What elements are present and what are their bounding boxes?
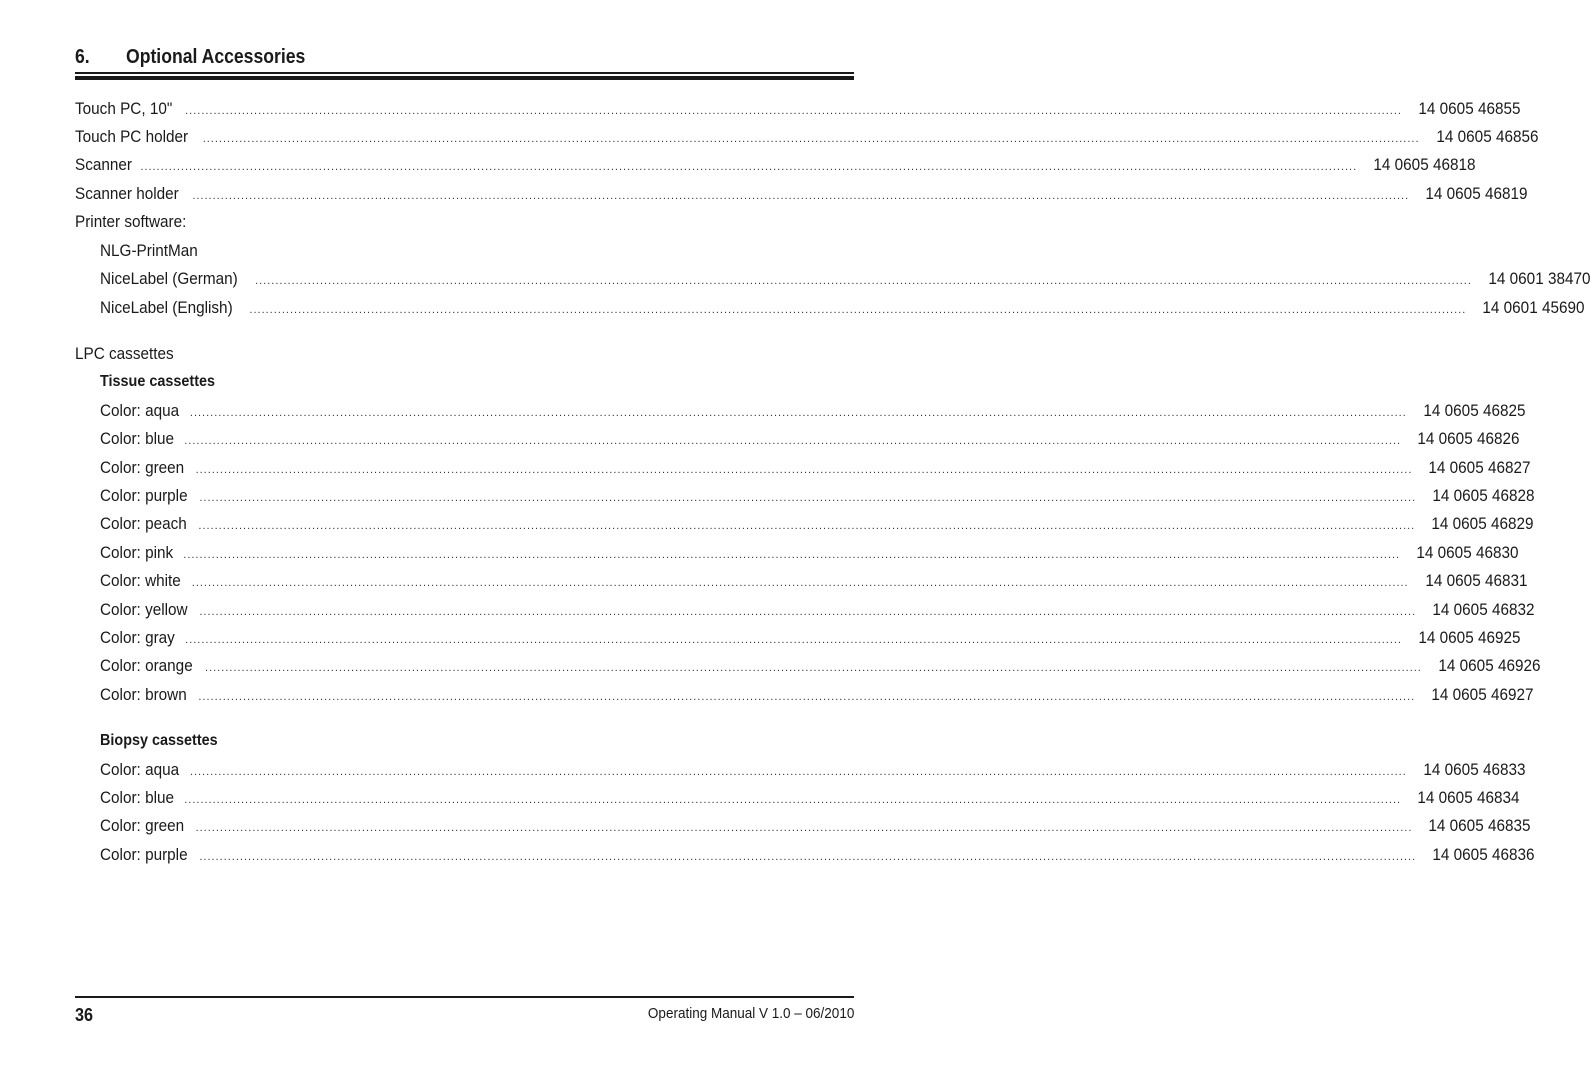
item-label: NiceLabel (English) (100, 298, 233, 317)
item-label: Touch PC, 10" (75, 99, 173, 118)
item-code: 14 0605 46925 (1418, 628, 1521, 647)
item-code: 14 0601 45690 (1482, 298, 1585, 317)
leader-dots: ............................................................................................................................................................................................................................................................................................................ (189, 407, 1407, 419)
list-item (100, 268, 1590, 290)
list-item (75, 98, 1521, 120)
list-item (100, 457, 1531, 479)
item-code: 14 0605 46825 (1423, 401, 1526, 420)
item-label: Scanner (75, 155, 132, 174)
item-code: 14 0605 46927 (1431, 685, 1534, 704)
item-label: Color: purple (100, 845, 188, 864)
leader-dots: ............................................................................................................................................................................................................................................................................................................ (202, 133, 1420, 145)
tissue-cassettes-heading: Tissue cassettes (100, 373, 216, 390)
list-item (100, 844, 1535, 866)
leader-dots: ............................................................................................................................................................................................................................................................................................................ (184, 794, 1402, 806)
item-label: Color: brown (100, 685, 187, 704)
item-label: Color: white (100, 571, 181, 590)
leader-dots: ............................................................................................................................................................................................................................................................................................................ (199, 492, 1417, 504)
page-number: 36 (75, 1005, 94, 1025)
list-item (75, 126, 1539, 148)
leader-dots: ............................................................................................................................................................................................................................................................................................................ (249, 304, 1467, 316)
item-code: 14 0605 46856 (1435, 127, 1539, 146)
header-divider-thick (75, 76, 854, 80)
leader-dots: ............................................................................................................................................................................................................................................................................................................ (140, 161, 1358, 173)
item-code: 14 0605 46829 (1431, 514, 1534, 533)
list-item (100, 513, 1534, 535)
leader-dots: ............................................................................................................................................................................................................................................................................................................ (195, 822, 1413, 834)
item-code: 14 0605 46834 (1417, 788, 1520, 807)
leader-dots: ............................................................................................................................................................................................................................................................................................................ (195, 464, 1413, 476)
printer-software-sublabel: NLG-PrintMan (100, 241, 198, 260)
leader-dots: ............................................................................................................................................................................................................................................................................................................ (185, 105, 1402, 117)
item-code: 14 0605 46828 (1432, 486, 1535, 505)
leader-dots: ............................................................................................................................................................................................................................................................................................................ (191, 577, 1409, 589)
list-item (100, 428, 1520, 450)
list-item (100, 655, 1541, 677)
item-label: Color: yellow (100, 600, 188, 619)
list-item (100, 787, 1520, 809)
item-code: 14 0601 38470 (1488, 269, 1590, 288)
biopsy-cassettes-heading: Biopsy cassettes (100, 732, 218, 749)
lpc-cassettes-label: LPC cassettes (75, 344, 174, 363)
list-item (100, 542, 1519, 564)
leader-dots: ............................................................................................................................................................................................................................................................................................................ (199, 851, 1417, 863)
item-code: 14 0605 46836 (1432, 845, 1535, 864)
header-divider-thin (75, 72, 854, 74)
list-item (100, 627, 1521, 649)
leader-dots: ............................................................................................................................................................................................................................................................................................................ (184, 435, 1402, 447)
item-code: 14 0605 46835 (1428, 816, 1531, 835)
leader-dots: ............................................................................................................................................................................................................................................................................................................ (189, 766, 1407, 778)
list-item (100, 400, 1526, 422)
leader-dots: ............................................................................................................................................................................................................................................................................................................ (255, 275, 1472, 287)
item-label: Color: aqua (100, 760, 180, 779)
list-item (100, 815, 1531, 837)
section-title: Optional Accessories (126, 46, 306, 68)
item-label: Color: blue (100, 429, 174, 448)
leader-dots: ............................................................................................................................................................................................................................................................................................................ (185, 634, 1402, 646)
printer-software-label: Printer software: (75, 212, 187, 231)
item-label: Color: orange (100, 656, 193, 675)
item-label: Color: aqua (100, 401, 180, 420)
item-label: Touch PC holder (75, 127, 189, 146)
item-code: 14 0605 46832 (1432, 600, 1535, 619)
item-label: NiceLabel (German) (100, 269, 238, 288)
item-code: 14 0605 46831 (1425, 571, 1528, 590)
item-code: 14 0605 46819 (1425, 184, 1528, 203)
list-item (100, 485, 1535, 507)
list-item (75, 154, 1476, 176)
item-label: Scanner holder (75, 184, 179, 203)
leader-dots: ............................................................................................................................................................................................................................................................................................................ (192, 190, 1410, 202)
section-number: 6. (75, 46, 90, 68)
item-label: Color: green (100, 816, 185, 835)
document-info: Operating Manual V 1.0 – 06/2010 (647, 1005, 854, 1022)
list-item (100, 570, 1528, 592)
item-code: 14 0605 46926 (1438, 656, 1541, 675)
list-item (75, 183, 1528, 205)
leader-dots: ............................................................................................................................................................................................................................................................................................................ (183, 549, 1401, 561)
item-code: 14 0605 46833 (1423, 760, 1526, 779)
list-item (100, 599, 1535, 621)
item-label: Color: blue (100, 788, 174, 807)
leader-dots: ............................................................................................................................................................................................................................................................................................................ (198, 691, 1416, 703)
item-label: Color: purple (100, 486, 188, 505)
item-label: Color: green (100, 458, 185, 477)
item-label: Color: gray (100, 628, 175, 647)
list-item (100, 759, 1526, 781)
item-code: 14 0605 46826 (1417, 429, 1520, 448)
item-code: 14 0605 46830 (1416, 543, 1519, 562)
footer-divider (75, 996, 854, 998)
leader-dots: ............................................................................................................................................................................................................................................................................................................ (198, 520, 1416, 532)
item-code: 14 0605 46827 (1428, 458, 1531, 477)
list-item (100, 297, 1585, 319)
list-item (100, 684, 1534, 706)
item-label: Color: peach (100, 514, 187, 533)
leader-dots: ............................................................................................................................................................................................................................................................................................................ (205, 662, 1422, 674)
section-header (75, 46, 854, 74)
item-code: 14 0605 46855 (1418, 99, 1521, 118)
leader-dots: ............................................................................................................................................................................................................................................................................................................ (199, 606, 1417, 618)
item-code: 14 0605 46818 (1373, 155, 1476, 174)
item-label: Color: pink (100, 543, 174, 562)
